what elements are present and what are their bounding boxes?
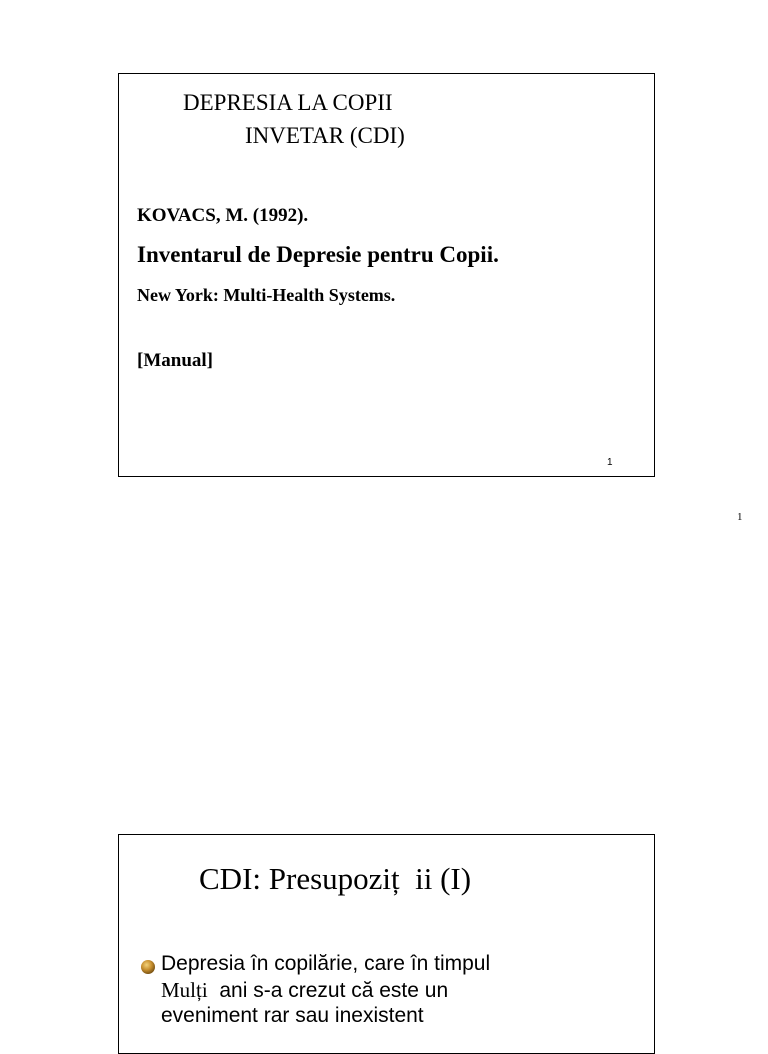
slide-2-title: CDI: Presupoziț ii (I) xyxy=(199,861,472,896)
slide-1-title-line-1: DEPRESIA LA COPII xyxy=(183,90,393,115)
slide-1-author: KOVACS, M. (1992). xyxy=(137,205,309,226)
slide-2-bullet-line-2 xyxy=(161,978,448,1003)
slide-1-book-title: Inventarul de Depresie pentru Copii. xyxy=(137,242,499,267)
slide-1-publisher: New York: Multi-Health Systems. xyxy=(137,285,396,305)
slide-2-bullet-line-3: eveniment rar sau inexistent xyxy=(161,1004,424,1027)
slide-1-title-line-2: INVETAR (CDI) xyxy=(245,123,405,148)
slide-1-number: 1 xyxy=(607,457,613,468)
slide-1 xyxy=(118,73,655,477)
slide-2-bullet-line-1: Depresia în copilărie, care în timpul xyxy=(161,952,491,975)
page-number: 1 xyxy=(737,511,743,523)
slide-2-line-2-rest: ani s-a crezut că este un xyxy=(207,979,449,1002)
slide-1-note: [Manual] xyxy=(137,350,213,371)
slide-2-line-2-word: Mulți xyxy=(161,978,208,1002)
bullet-ball-icon xyxy=(139,958,157,976)
slide-2 xyxy=(118,834,655,1054)
